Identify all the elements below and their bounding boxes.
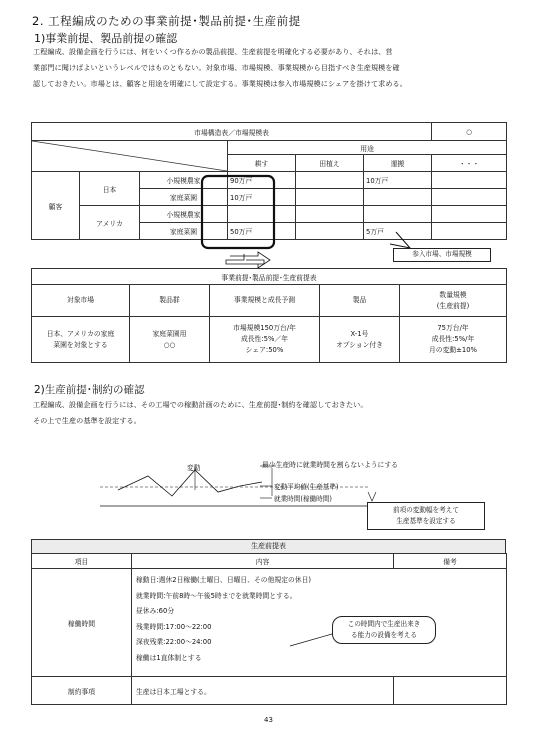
prod-line: 稼動日:週休2日稼働(土曜日、日曜日、その他規定の休日) <box>136 576 312 584</box>
cell: 10万戸 <box>228 189 296 206</box>
prod-content <box>132 569 507 677</box>
premise-header: 製品群 <box>130 285 210 317</box>
prod-title: 生産前提表 <box>31 539 506 554</box>
para-line: その上で生産の基準を設定する。 <box>33 416 141 425</box>
prod-line: 稼働は1直体制とする <box>136 653 202 662</box>
market-callout: 参入市場、市場規模 <box>393 248 491 262</box>
cell <box>432 189 507 206</box>
usage-label: 用途 <box>228 141 507 155</box>
prod-callout-arrow <box>286 628 334 650</box>
cell <box>432 172 507 189</box>
page-number: 43 <box>264 716 273 724</box>
region-label: アメリカ <box>80 206 140 240</box>
premise-cell: 家庭菜園用 ○○ <box>130 317 210 363</box>
premise-cell: 日本、アメリカの家庭 菜園を対象とする <box>32 317 130 363</box>
col-header: 運搬 <box>364 155 432 172</box>
market-highlight <box>200 168 420 270</box>
premise-header: 数量規模 (生産前提) <box>400 285 507 317</box>
prod-header: 備考 <box>394 554 507 569</box>
prod-item: 稼働時間 <box>32 569 132 677</box>
cell: 50万戸 <box>228 223 296 240</box>
prod-header: 項目 <box>32 554 132 569</box>
section1-title: 1)事業前提、製品前提の確認 <box>34 32 178 45</box>
prod-callout: この時間内で生産出来き る能力の設備を考える <box>332 616 436 644</box>
variation-label: 変動 <box>187 464 201 472</box>
average-label: 変動平均値(生産基準) <box>274 483 339 491</box>
diagonal-line <box>32 141 227 171</box>
region-label: 日本 <box>80 172 140 206</box>
para-line: 工程編成、設備企画を行うには、その工場での稼動計画のために、生産前提･制約を確認しておきたい。 <box>33 400 368 409</box>
prod-item: 制約事項 <box>32 677 132 705</box>
cell <box>432 223 507 240</box>
sub-label: 家庭菜園 <box>140 223 228 240</box>
prod-content: 生産は日本工場とする。 <box>132 677 394 705</box>
premise-table <box>31 268 507 363</box>
cell: 90万戸 <box>228 172 296 189</box>
market-table-circle: ○ <box>432 123 507 141</box>
para-line: 業部門に聞けばよいというレベルではものともない。対象市場、市場規模、事業規模から目指すべき生産規模を確 <box>33 63 400 72</box>
section2-title: 2)生産前提･制約の確認 <box>34 384 145 396</box>
prod-line: 深夜残業:22:00～24:00 <box>136 638 212 646</box>
premise-title: 事業前提･製品前提･生産前提表 <box>32 269 507 285</box>
customer-label: 顧客 <box>32 172 80 240</box>
premise-cell: 市場規模150万台/年 成長性:5%／年 シェア:50% <box>210 317 320 363</box>
page-heading: 2. 工程編成のための事業前提･製品前提･生産前提 <box>32 14 301 28</box>
prod-note <box>394 677 507 705</box>
prod-line: 残業時間:17:00～22:00 <box>136 622 212 631</box>
para-line: 工程編成、設備企画を行うには、何をいくつ作るかの製品前提、生産前提を明確化する必要があり、それは、営 <box>33 47 393 56</box>
cell <box>432 206 507 223</box>
prod-header: 内容 <box>132 554 394 569</box>
premise-cell: 75万台/年 成長性:5%/年 月の変動±10% <box>400 317 507 363</box>
market-table-title: 市場構造表／市場規模表 <box>32 123 432 141</box>
cell: 5万戸 <box>364 223 432 240</box>
prod-line: 昼休み:60分 <box>136 607 175 615</box>
premise-header: 事業規模と成長予測 <box>210 285 320 317</box>
diagram-callout: 前項の変動幅を考えて 生産基準を設定する <box>367 502 485 530</box>
col-header: ・・・ <box>432 155 507 172</box>
diagonal-cell <box>32 141 228 172</box>
premise-cell: X-1号 オプション付き <box>320 317 400 363</box>
col-header: 田植え <box>296 155 364 172</box>
work-time-label: 就業時間(稼働時間) <box>274 495 332 503</box>
section1-paragraph <box>33 44 508 92</box>
col-header: 耕す <box>228 155 296 172</box>
sub-label: 家庭菜園 <box>140 189 228 206</box>
para-line: 認しておきたい。市場とは、顧客と用途を明確にして設定する。事業規模は参入市場規模にシェアを掛けて求める。 <box>33 79 407 88</box>
sub-label: 小規模農家 <box>140 206 228 223</box>
sub-label: 小規模農家 <box>140 172 228 189</box>
prod-line: 就業時間:午前8時～午後5時までを就業時間とする。 <box>136 591 297 600</box>
premise-header: 対象市場 <box>32 285 130 317</box>
min-production-label: 最少生産時に就業時間を割らないようにする <box>262 461 398 469</box>
section2-paragraph <box>33 397 508 429</box>
cell: 10万戸 <box>364 172 432 189</box>
premise-header: 製品 <box>320 285 400 317</box>
